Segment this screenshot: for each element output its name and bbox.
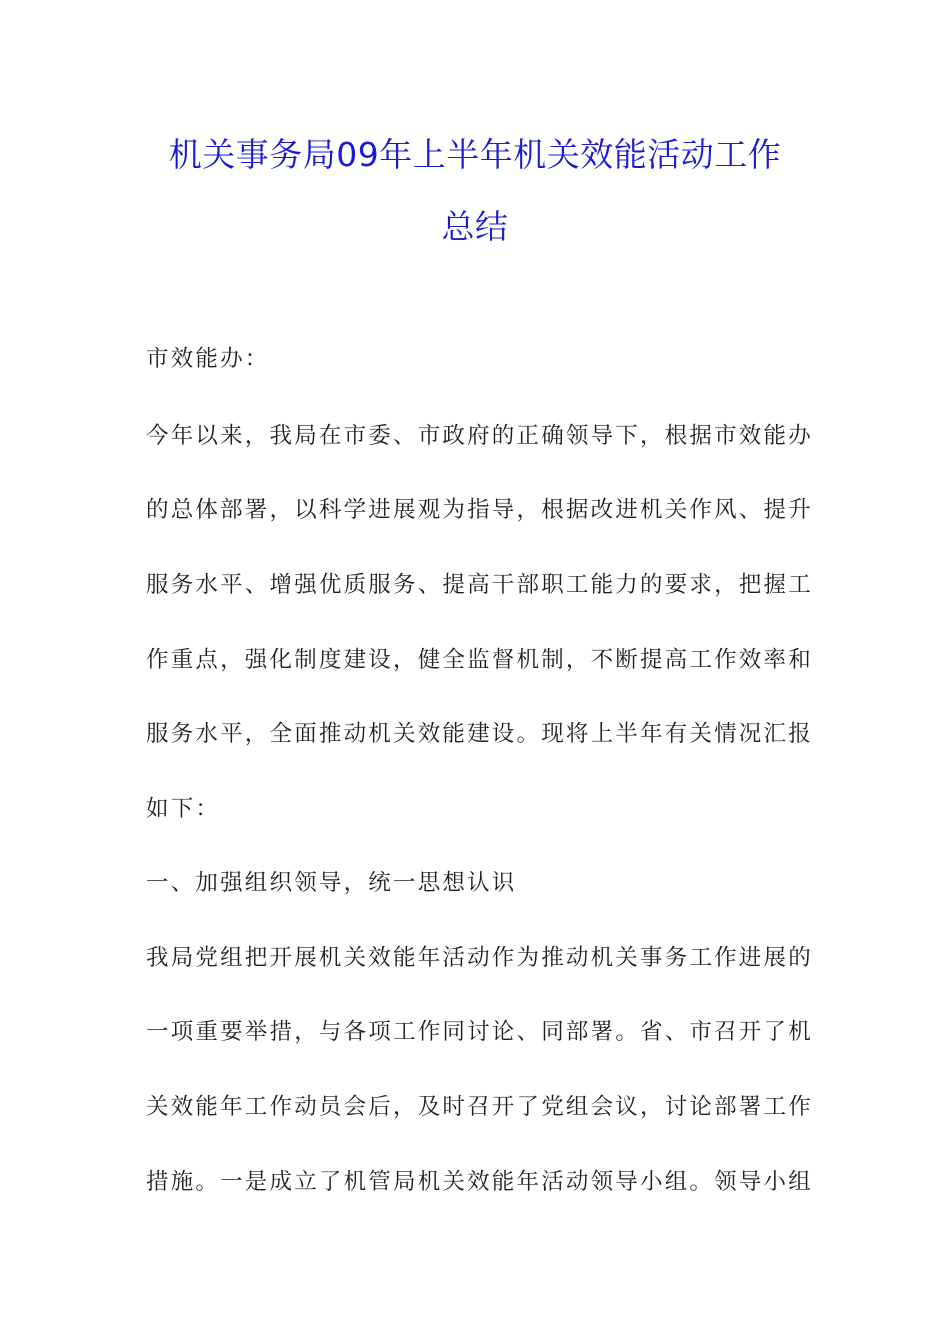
paragraph-line: 一项重要举措，与各项工作同讨论、同部署。省、市召开了机 [146, 1019, 813, 1045]
salutation: 市效能办： [146, 346, 270, 372]
paragraph-line: 服务水平、增强优质服务、提高干部职工能力的要求，把握工 [146, 572, 813, 598]
document-title-line-1: 机关事务局09年上半年机关效能活动工作 [168, 135, 782, 174]
paragraph-line: 今年以来，我局在市委、市政府的正确领导下，根据市效能办 [146, 423, 813, 449]
paragraph-line: 关效能年工作动员会后，及时召开了党组会议，讨论部署工作 [146, 1094, 813, 1120]
document-title-line-2: 总结 [441, 207, 509, 246]
paragraph-line: 措施。一是成立了机管局机关效能年活动领导小组。领导小组 [146, 1169, 813, 1195]
paragraph-line: 的总体部署，以科学进展观为指导，根据改进机关作风、提升 [146, 497, 813, 523]
paragraph-line: 如下： [146, 796, 221, 822]
paragraph-line: 作重点，强化制度建设，健全监督机制，不断提高工作效率和 [146, 647, 813, 673]
paragraph-line: 我局党组把开展机关效能年活动作为推动机关事务工作进展的 [146, 945, 813, 971]
section-heading: 一、加强组织领导，统一思想认识 [146, 870, 517, 896]
paragraph-line: 服务水平，全面推动机关效能建设。现将上半年有关情况汇报 [146, 721, 813, 747]
